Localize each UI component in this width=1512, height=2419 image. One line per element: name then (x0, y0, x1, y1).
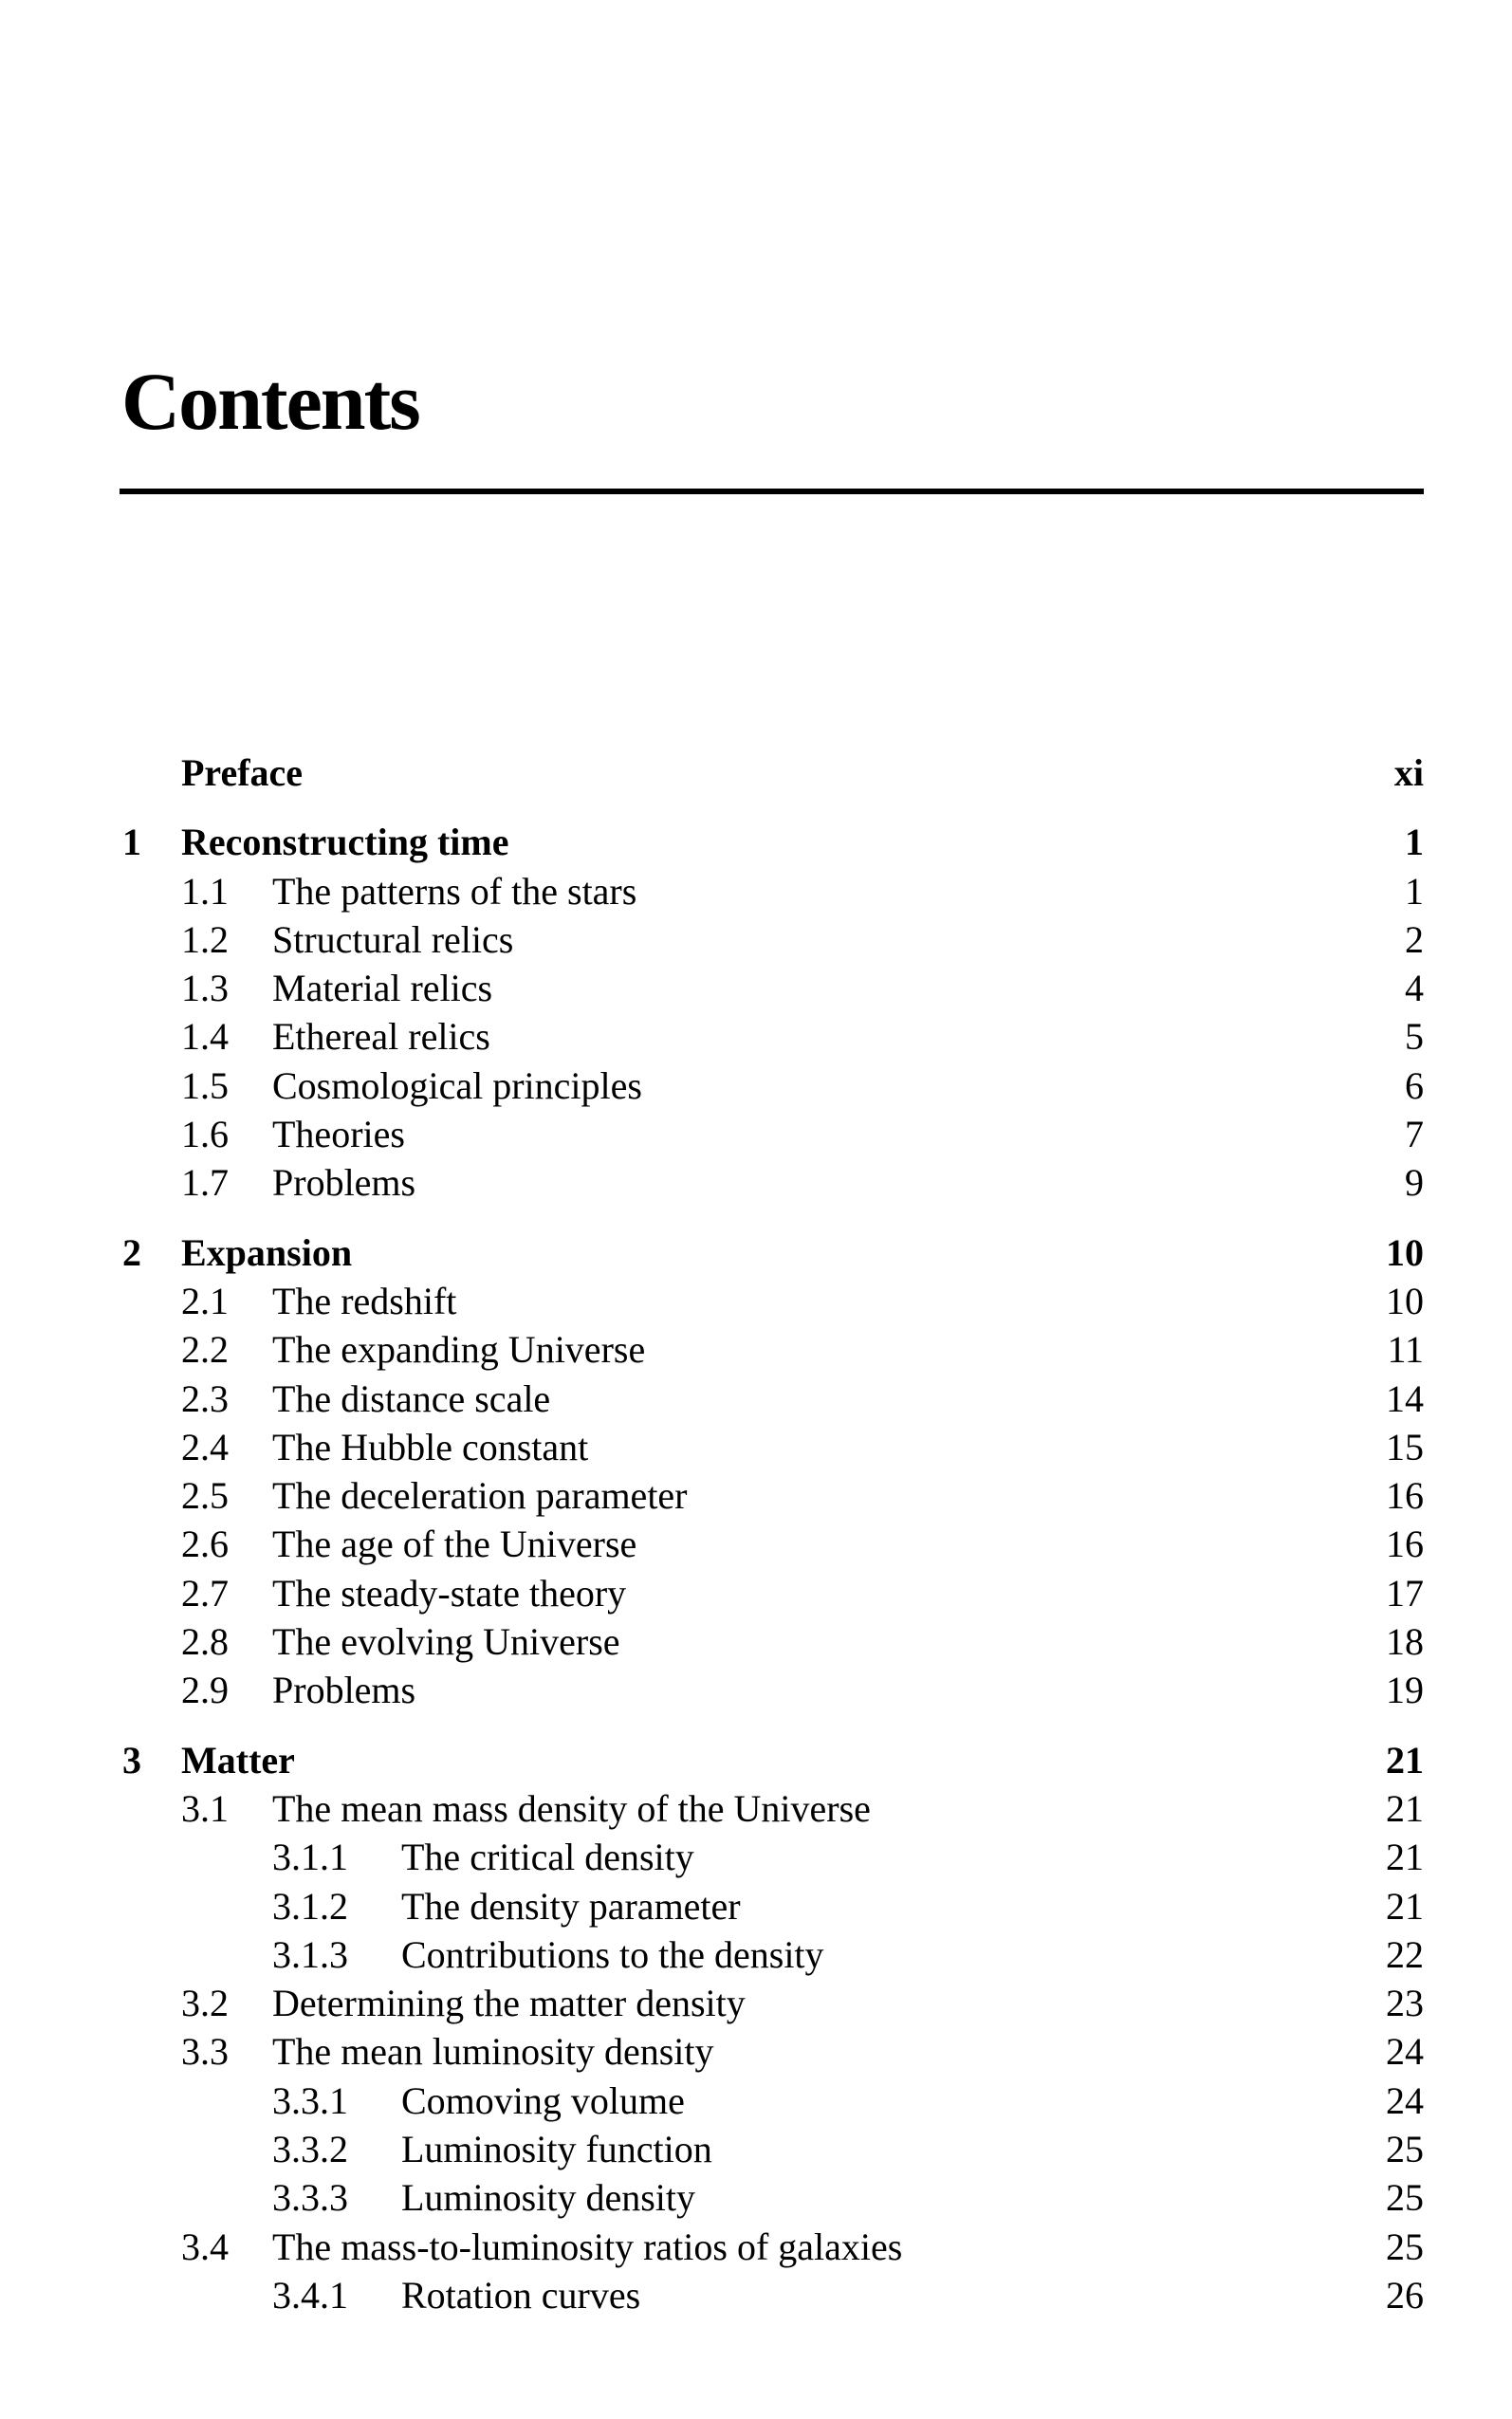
entry-label: Matter (181, 1738, 295, 1782)
toc-section-2-2[interactable] (120, 1325, 1424, 1374)
toc-section-3-4[interactable] (120, 2223, 1424, 2271)
entry-page: 24 (1386, 2078, 1424, 2122)
entry-number: 2.5 (181, 1474, 229, 1518)
entry-label: The evolving Universe (272, 1620, 620, 1664)
entry-number: 1.3 (181, 967, 229, 1010)
entry-page: 17 (1386, 1571, 1424, 1615)
toc-subsection-3-3-3[interactable] (120, 2173, 1424, 2222)
toc-section-3-2[interactable] (120, 1979, 1424, 2027)
entry-label: Reconstructing time (181, 821, 509, 864)
entry-label: Luminosity function (401, 2128, 712, 2171)
entry-number: 3.1.3 (272, 1932, 348, 1976)
entry-label: Problems (272, 1161, 416, 1205)
toc-section-1-1[interactable] (120, 867, 1424, 915)
table-of-contents (120, 748, 1424, 2319)
toc-section-2-4[interactable] (120, 1423, 1424, 1471)
entry-page: 19 (1386, 1669, 1424, 1712)
entry-page: 7 (1405, 1113, 1424, 1156)
entry-number: 1.6 (181, 1113, 229, 1156)
toc-section-1-7[interactable] (120, 1158, 1424, 1207)
entry-label: The patterns of the stars (272, 869, 637, 913)
entry-number: 3.3 (181, 2030, 229, 2074)
entry-label: Cosmological principles (272, 1063, 642, 1107)
entry-number: 2 (122, 1230, 141, 1274)
entry-number: 3.1.1 (272, 1836, 348, 1879)
entry-label: The mass-to-luminosity ratios of galaxies (272, 2225, 903, 2268)
entry-label: Expansion (181, 1230, 353, 1274)
entry-page: 10 (1386, 1279, 1424, 1322)
entry-page: 5 (1405, 1015, 1424, 1059)
entry-number: 1.4 (181, 1015, 229, 1059)
toc-section-2-1[interactable] (120, 1277, 1424, 1325)
toc-section-1-4[interactable] (120, 1012, 1424, 1061)
entry-label: Determining the matter density (272, 1982, 746, 2025)
toc-section-2-3[interactable] (120, 1375, 1424, 1423)
entry-label: The deceleration parameter (272, 1474, 688, 1518)
entry-number: 2.7 (181, 1571, 229, 1615)
toc-subsection-3-3-1[interactable] (120, 2077, 1424, 2125)
entry-label: Comoving volume (401, 2078, 685, 2122)
entry-page: xi (1393, 751, 1424, 794)
entry-label: The age of the Universe (272, 1523, 637, 1566)
entry-number: 3.4 (181, 2225, 229, 2268)
toc-chapter-1[interactable] (120, 818, 1424, 866)
toc-section-2-5[interactable] (120, 1471, 1424, 1520)
toc-section-1-2[interactable] (120, 915, 1424, 964)
page-title: Contents (121, 356, 419, 447)
entry-label: The steady-state theory (272, 1571, 627, 1615)
entry-number: 3.1.2 (272, 1884, 348, 1928)
toc-subsection-3-1-1[interactable] (120, 1833, 1424, 1881)
entry-label: The mean luminosity density (272, 2030, 714, 2074)
entry-number: 3 (122, 1738, 141, 1782)
entry-page: 9 (1405, 1161, 1424, 1205)
entry-page: 6 (1405, 1063, 1424, 1107)
entry-label: The expanding Universe (272, 1328, 646, 1372)
entry-label: The critical density (401, 1836, 694, 1879)
entry-label: Luminosity density (401, 2176, 695, 2220)
entry-number: 3.1 (181, 1786, 229, 1830)
entry-label: Preface (181, 751, 304, 794)
entry-page: 21 (1386, 1884, 1424, 1928)
entry-label: The Hubble constant (272, 1425, 589, 1468)
entry-page: 15 (1386, 1425, 1424, 1468)
toc-chapter-3[interactable] (120, 1736, 1424, 1784)
entry-number: 3.4.1 (272, 2273, 348, 2317)
entry-number: 2.9 (181, 1669, 229, 1712)
entry-page: 24 (1386, 2030, 1424, 2074)
entry-number: 2.4 (181, 1425, 229, 1468)
entry-label: The density parameter (401, 1884, 741, 1928)
toc-chapter-2[interactable] (120, 1228, 1424, 1277)
entry-page: 25 (1386, 2176, 1424, 2220)
toc-subsection-3-4-1[interactable] (120, 2271, 1424, 2319)
entry-number: 1.5 (181, 1063, 229, 1107)
entry-page: 1 (1405, 869, 1424, 913)
toc-section-3-1[interactable] (120, 1784, 1424, 1833)
toc-section-1-6[interactable] (120, 1110, 1424, 1158)
entry-page: 18 (1386, 1620, 1424, 1664)
entry-page: 2 (1405, 917, 1424, 961)
entry-page: 14 (1386, 1376, 1424, 1420)
entry-label: Rotation curves (401, 2273, 641, 2317)
entry-number: 2.1 (181, 1279, 229, 1322)
toc-section-1-5[interactable] (120, 1062, 1424, 1110)
entry-number: 3.2 (181, 1982, 229, 2025)
entry-page: 16 (1386, 1474, 1424, 1518)
toc-section-2-9[interactable] (120, 1666, 1424, 1714)
entry-page: 11 (1387, 1328, 1424, 1372)
entry-number: 3.3.3 (272, 2176, 348, 2220)
entry-label: Problems (272, 1669, 416, 1712)
entry-label: Material relics (272, 967, 493, 1010)
title-rule (120, 489, 1424, 494)
entry-label: The redshift (272, 1279, 457, 1322)
entry-page: 23 (1386, 1982, 1424, 2025)
entry-label: The mean mass density of the Universe (272, 1786, 871, 1830)
entry-number: 3.3.2 (272, 2128, 348, 2171)
entry-label: Theories (272, 1113, 405, 1156)
entry-page: 1 (1405, 821, 1424, 864)
toc-subsection-3-3-2[interactable] (120, 2125, 1424, 2173)
toc-section-2-8[interactable] (120, 1617, 1424, 1666)
entry-number: 2.3 (181, 1376, 229, 1420)
toc-section-2-7[interactable] (120, 1569, 1424, 1617)
toc-section-1-3[interactable] (120, 964, 1424, 1012)
entry-label: The distance scale (272, 1376, 551, 1420)
entry-page: 26 (1386, 2273, 1424, 2317)
entry-page: 21 (1386, 1738, 1424, 1782)
toc-section-3-3[interactable] (120, 2027, 1424, 2076)
entry-number: 1.1 (181, 869, 229, 913)
entry-number: 2.6 (181, 1523, 229, 1566)
entry-page: 16 (1386, 1523, 1424, 1566)
entry-number: 1.2 (181, 917, 229, 961)
entry-label: Ethereal relics (272, 1015, 490, 1059)
entry-number: 2.8 (181, 1620, 229, 1664)
entry-page: 25 (1386, 2128, 1424, 2171)
toc-entry-preface[interactable] (120, 748, 1424, 797)
entry-number: 3.3.1 (272, 2078, 348, 2122)
toc-subsection-3-1-2[interactable] (120, 1882, 1424, 1930)
entry-number: 1.7 (181, 1161, 229, 1205)
entry-page: 4 (1405, 967, 1424, 1010)
entry-number: 1 (122, 821, 141, 864)
toc-section-2-6[interactable] (120, 1520, 1424, 1568)
entry-label: Structural relics (272, 917, 514, 961)
entry-page: 21 (1386, 1836, 1424, 1879)
entry-page: 25 (1386, 2225, 1424, 2268)
entry-number: 2.2 (181, 1328, 229, 1372)
entry-page: 22 (1386, 1932, 1424, 1976)
entry-label: Contributions to the density (401, 1932, 824, 1976)
entry-page: 10 (1386, 1230, 1424, 1274)
toc-subsection-3-1-3[interactable] (120, 1930, 1424, 1979)
entry-page: 21 (1386, 1786, 1424, 1830)
